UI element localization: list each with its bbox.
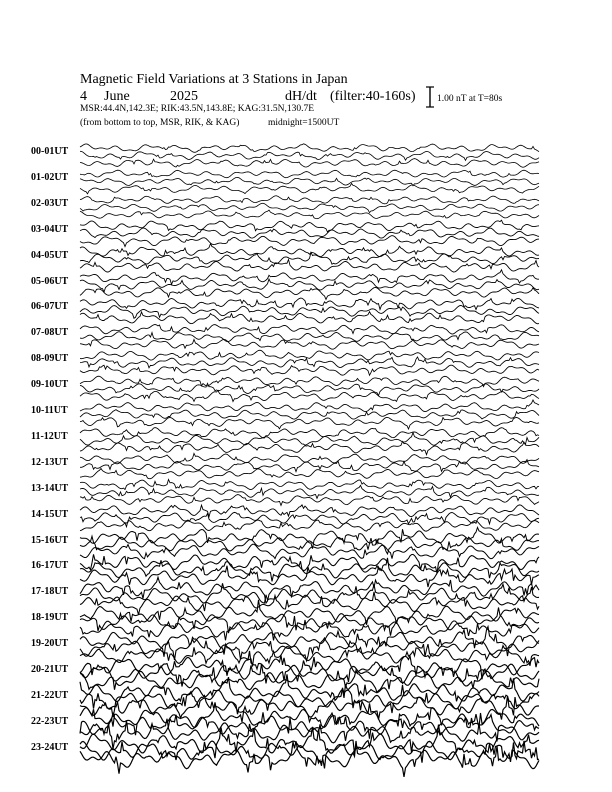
quantity-label: dH/dt xyxy=(285,89,317,104)
row-label: 06-07UT xyxy=(31,301,69,313)
station-trace xyxy=(80,469,539,479)
station-trace xyxy=(80,505,539,517)
row-label: 11-12UT xyxy=(31,430,68,442)
station-trace xyxy=(80,620,539,640)
row-label: 23-24UT xyxy=(31,741,69,753)
station-trace xyxy=(80,196,539,204)
station-trace xyxy=(80,651,539,681)
stations-line: MSR:44.4N,142.3E; RIK:43.5N,143.8E; KAG:31.5N,130.7E xyxy=(80,104,315,114)
station-trace xyxy=(80,151,539,160)
row-label: 17-18UT xyxy=(31,586,69,598)
row-label: 13-14UT xyxy=(31,482,69,494)
station-trace xyxy=(80,383,539,395)
row-label: 07-08UT xyxy=(31,327,69,339)
station-trace xyxy=(80,183,539,193)
station-trace xyxy=(80,428,539,438)
row-label: 08-09UT xyxy=(31,353,69,365)
row-label: 22-23UT xyxy=(31,715,69,727)
station-trace xyxy=(80,236,539,247)
station-trace xyxy=(80,144,539,153)
row-label: 21-22UT xyxy=(31,689,69,701)
station-trace xyxy=(80,433,539,446)
station-trace xyxy=(80,667,539,692)
station-trace xyxy=(80,741,539,769)
station-trace xyxy=(80,287,539,299)
date-month: June xyxy=(104,89,130,104)
row-label: 01-02UT xyxy=(31,171,69,183)
station-trace xyxy=(80,203,539,212)
traces xyxy=(80,144,539,777)
station-trace xyxy=(80,325,539,335)
station-trace xyxy=(80,177,539,185)
row-label: 00-01UT xyxy=(31,146,69,157)
station-trace xyxy=(80,460,539,472)
date-day: 4 xyxy=(80,89,87,104)
row-label: 03-04UT xyxy=(31,223,69,235)
station-trace xyxy=(80,696,539,720)
station-trace xyxy=(80,210,539,219)
station-trace xyxy=(80,485,539,498)
station-trace xyxy=(80,453,539,464)
station-trace xyxy=(80,350,539,360)
station-trace xyxy=(80,400,539,412)
station-trace xyxy=(80,159,539,168)
date-year: 2025 xyxy=(170,89,198,104)
station-trace xyxy=(80,600,539,625)
chart-title: Magnetic Field Variations at 3 Stations in Japan xyxy=(80,72,348,87)
station-trace xyxy=(80,170,539,178)
row-label: 10-11UT xyxy=(31,405,68,416)
row-label: 15-16UT xyxy=(31,534,69,546)
station-trace xyxy=(80,228,539,238)
row-label: 04-05UT xyxy=(31,249,69,261)
station-trace xyxy=(80,220,539,232)
station-trace xyxy=(80,417,539,429)
row-label: 18-19UT xyxy=(31,612,69,624)
station-trace xyxy=(80,312,539,324)
station-trace xyxy=(80,339,539,349)
station-trace xyxy=(80,480,539,490)
station-trace xyxy=(80,441,539,454)
row-label: 05-06UT xyxy=(31,275,69,287)
order-note: (from bottom to top, MSR, RIK, & KAG) xyxy=(80,118,240,128)
station-trace xyxy=(80,244,539,257)
row-label: 09-10UT xyxy=(31,379,69,391)
row-label: 14-15UT xyxy=(31,508,69,520)
station-trace xyxy=(80,376,539,386)
station-trace xyxy=(80,512,539,524)
scale-label: 1.00 nT at T=80s xyxy=(437,94,503,104)
station-trace xyxy=(80,298,539,310)
scale-bar xyxy=(426,87,434,107)
row-label: 16-17UT xyxy=(31,560,69,572)
station-trace xyxy=(80,260,539,273)
row-label: 12-13UT xyxy=(31,456,69,468)
row-label: 20-21UT xyxy=(31,664,69,675)
midnight-note: midnight=1500UT xyxy=(268,118,340,128)
row-label: 19-20UT xyxy=(31,638,69,650)
row-label: 02-03UT xyxy=(31,197,69,209)
filter-label: (filter:40-160s) xyxy=(330,89,416,104)
station-trace xyxy=(80,566,539,587)
station-trace xyxy=(80,332,539,342)
